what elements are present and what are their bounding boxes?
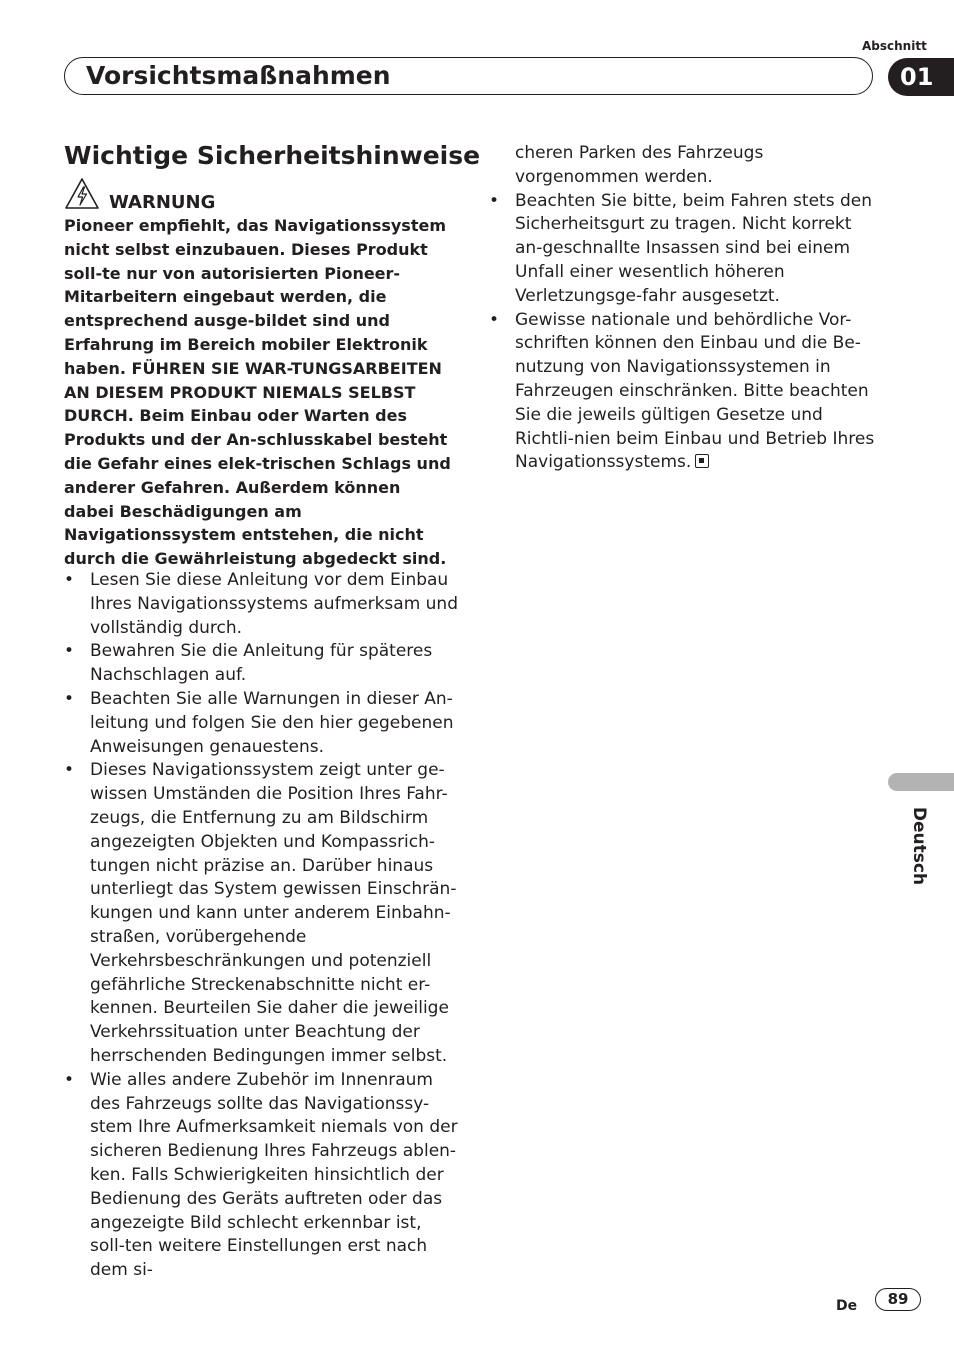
language-tab bbox=[888, 773, 954, 791]
list-item: • Bewahren Sie die Anleitung für späteres Nachschlagen auf. bbox=[64, 640, 459, 688]
list-item: • Beachten Sie alle Warnungen in dieser An-leitung und folgen Sie den hier gegebenen Anweisungen genauestens. bbox=[64, 688, 459, 759]
footer-language-code: De bbox=[836, 1298, 858, 1314]
chapter-header-bar bbox=[64, 57, 873, 95]
section-number-badge: 01 bbox=[888, 58, 954, 96]
list-item-continuation: cheren Parken des Fahrzeugs vorgenommen werden. bbox=[515, 143, 764, 187]
left-bullet-list bbox=[64, 569, 459, 1283]
warning-text: Pioneer empfiehlt, das Navigationssystem nicht selbst einzubauen. Dieses Produkt soll-te nur von autorisierten Pioneer-Mitarbeitern eingebaut werden, die entsprechend ausge-bildet sind und Erfahrung im Bereich mobiler Elektronik haben. FÜHREN SIE WAR-TUNGSARBEITEN AN DIESEM PRODUKT NIEMALS SELBST DURCH. Beim Einbau oder Warten des Produkts und der An-schlusskabel besteht die Gefahr eines elek-trischen Schlags und anderer Gefahren. Außerdem können dabei Beschädigungen am Navigationssystem entstehen, die nicht durch die Gewährleistung abgedeckt sind. bbox=[64, 216, 451, 569]
section-label: Abschnitt bbox=[862, 39, 927, 53]
warning-triangle-lightning-icon bbox=[64, 177, 100, 211]
list-item: • Wie alles andere Zubehör im Innenraum des Fahrzeugs sollte das Navigationssy-stem Ihre Aufmerksamkeit niemals von der sicheren Bedienung Ihres Fahrzeugs ablen-ken. Falls Schwierigkeiten hinsichtlich der Bedienung des Geräts auftreten oder das angezeigte Bild schlecht erkennbar ist, soll-ten weitere Einstellungen erst nach dem si- bbox=[64, 1069, 459, 1283]
warning-label: WARNUNG bbox=[109, 192, 216, 213]
language-label: Deutsch bbox=[909, 806, 929, 886]
end-of-section-icon bbox=[695, 454, 709, 468]
page-heading: Wichtige Sicherheitshinweise bbox=[64, 141, 481, 170]
list-item: • Beachten Sie bitte, beim Fahren stets den Sicherheitsgurt zu tragen. Nicht korrekt an-geschnallte Insassen sind bei einem Unfall einer wesentlich höheren Verletzungsge-fahr ausgesetzt. bbox=[489, 190, 884, 309]
list-item-last bbox=[489, 309, 884, 476]
list-item: • Dieses Navigationssystem zeigt unter ge-wissen Umständen die Position Ihres Fahr-zeugs, die Entfernung zu am Bildschirm angezeigten Objekten und Kompassrich-tungen nicht präzise an. Darüber hinaus unterliegt das System gewissen Einschrän-kungen und kann unter anderem Einbahn-straßen, vorübergehende Verkehrsbeschränkungen und potenziell gefährliche Streckenabschnitte nicht er-kennen. Beurteilen Sie daher die jeweilige Verkehrssituation unter Beachtung der herrschenden Bedingungen immer selbst. bbox=[64, 759, 459, 1068]
right-bullet-list bbox=[489, 142, 884, 475]
page-number: 89 bbox=[875, 1288, 921, 1311]
list-item-text: Gewisse nationale und behördliche Vor-schriften können den Einbau und die Be-nutzung von Navigationssystemen in Fahrzeugen einschränken. Bitte beachten Sie die jeweils gültigen Gesetze und Richtli-nien beim Einbau und Betrieb Ihres Navigationssystems. bbox=[515, 309, 875, 473]
list-item: • Lesen Sie diese Anleitung vor dem Einbau Ihres Navigationssystems aufmerksam und vollständig durch. bbox=[64, 569, 459, 640]
chapter-title: Vorsichtsmaßnahmen bbox=[86, 61, 391, 90]
